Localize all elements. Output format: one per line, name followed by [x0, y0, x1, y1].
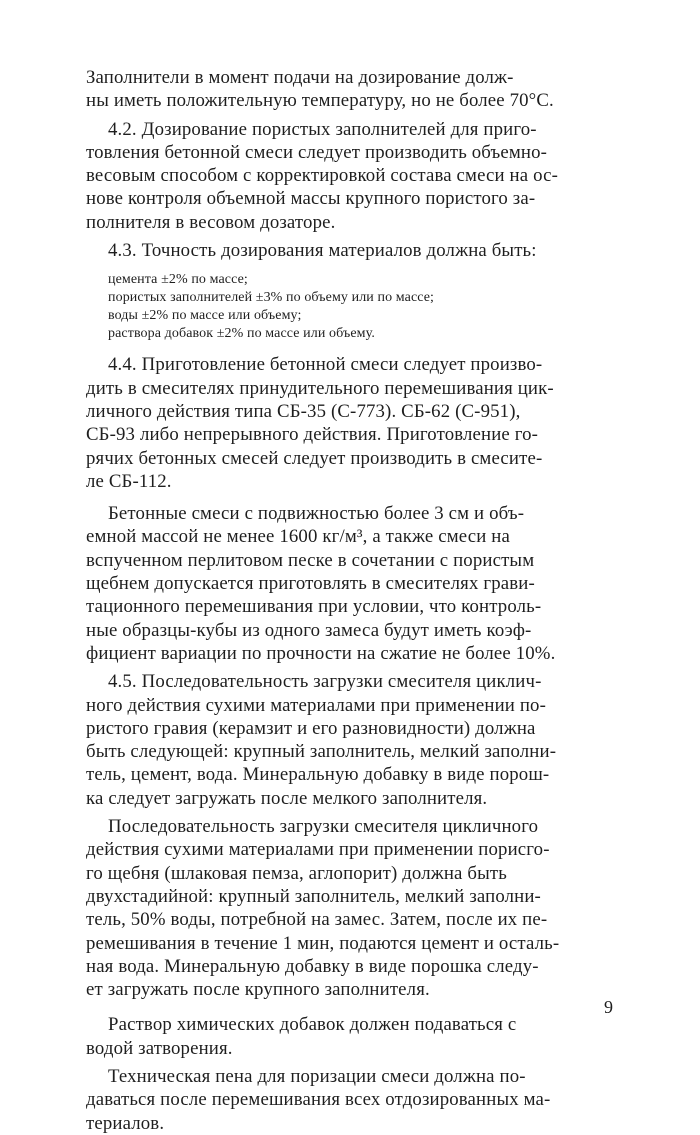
text-line: водой затворения.: [86, 1037, 233, 1059]
text-line: ристого гравия (керамзит и его разновидности) должна: [86, 717, 536, 739]
paragraph-4-4: [86, 353, 622, 493]
text-line: 4.5. Последовательность загрузки смесителя циклич-: [108, 671, 542, 693]
list-item: раствора добавок ±2% по массе или объему.: [108, 326, 375, 342]
text-line: 4.3. Точность дозирования материалов должна быть:: [108, 240, 537, 262]
text-line: СБ-93 либо непрерывного действия. Приготовление го-: [86, 424, 539, 446]
text-line: 4.2. Дозирование пористых заполнителей для приго-: [108, 118, 537, 140]
text-line: 4.4. Приготовление бетонной смеси следует произво-: [108, 354, 543, 376]
paragraph-crushed-stone-loading: [86, 815, 622, 1001]
text-line: нове контроля объемной массы крупного пористого за-: [86, 188, 536, 210]
text-line: полнителя в весовом дозаторе.: [86, 211, 336, 233]
list-item: цемента ±2% по массе;: [108, 272, 248, 288]
paragraph-gravity-mixers: [86, 502, 622, 665]
page-number: 9: [604, 997, 613, 1017]
text-line: действия сухими материалами при применении порисго-: [86, 839, 550, 861]
paragraph-chemical-additives: [86, 1013, 622, 1060]
text-line: Раствор химических добавок должен подаваться с: [108, 1014, 517, 1036]
text-line: товления бетонной смеси следует производить объемно-: [86, 141, 548, 163]
text-line: тель, цемент, вода. Минеральную добавку в виде порош-: [86, 764, 550, 786]
text-line: вспученном перлитовом песке в сочетании с пористым: [86, 549, 535, 571]
list-item: пористых заполнителей ±3% по объему или по массе;: [108, 290, 435, 306]
dosing-tolerance-list: [86, 271, 622, 343]
text-line: ного действия сухими материалами при применении по-: [86, 694, 546, 716]
text-line: Последовательность загрузки смесителя цикличного: [108, 816, 539, 838]
text-line: фициент вариации по прочности на сжатие не более 10%.: [86, 642, 556, 664]
text-line: ные образцы-кубы из одного замеса будут иметь коэф-: [86, 619, 532, 641]
text-line: ка следует загружать после мелкого заполнителя.: [86, 787, 488, 809]
text-line: ет загружать после крупного заполнителя.: [86, 979, 430, 1001]
text-line: рячих бетонных смесей следует производить в смесите-: [86, 447, 543, 469]
text-line: Заполнители в момент подачи на дозирование долж-: [86, 67, 514, 88]
text-line: ная вода. Минеральную добавку в виде порошка следу-: [86, 955, 539, 977]
text-line: щебнем допускается приготовлять в смесителях грави-: [86, 573, 535, 595]
text-line: тационного перемешивания при условии, что контроль-: [86, 596, 542, 618]
paragraph-4-3: [86, 239, 622, 262]
text-line: Техническая пена для поризации смеси должна по-: [108, 1065, 526, 1087]
text-line: Бетонные смеси с подвижностью более 3 см и объ-: [108, 503, 525, 525]
text-line: двухстадийной: крупный заполнитель, мелкий заполни-: [86, 885, 541, 907]
text-line: весовым способом с корректировкой состава смеси на ос-: [86, 165, 558, 187]
text-line: тель, 50% воды, потребной на замес. Затем, после их пе-: [86, 909, 548, 931]
text-line: ремешивания в течение 1 мин, подаются цемент и осталь-: [86, 932, 560, 954]
text-line: ны иметь положительную температуру, но не более 70°С.: [86, 90, 554, 112]
paragraph-4-2: [86, 118, 622, 234]
text-line: личного действия типа СБ-35 (С-773). СБ-62 (С-951),: [86, 400, 521, 422]
paragraph-fillers-temperature: [86, 66, 622, 113]
text-line: териалов.: [86, 1112, 165, 1134]
body-text: [86, 66, 622, 1135]
text-line: дить в смесителях принудительного перемешивания цик-: [86, 377, 554, 399]
paragraph-4-5: [86, 670, 622, 810]
list-item: воды ±2% по массе или объему;: [108, 308, 302, 324]
text-line: емной массой не менее 1600 кг/м³, а также смеси на: [86, 526, 510, 548]
text-line: го щебня (шлаковая пемза, аглопорит) должна быть: [86, 862, 507, 884]
text-line: даваться после перемешивания всех отдозированных ма-: [86, 1089, 551, 1111]
text-line: ле СБ-112.: [86, 470, 172, 492]
paragraph-technical-foam: [86, 1065, 622, 1135]
text-line: быть следующей: крупный заполнитель, мелкий заполни-: [86, 741, 557, 763]
